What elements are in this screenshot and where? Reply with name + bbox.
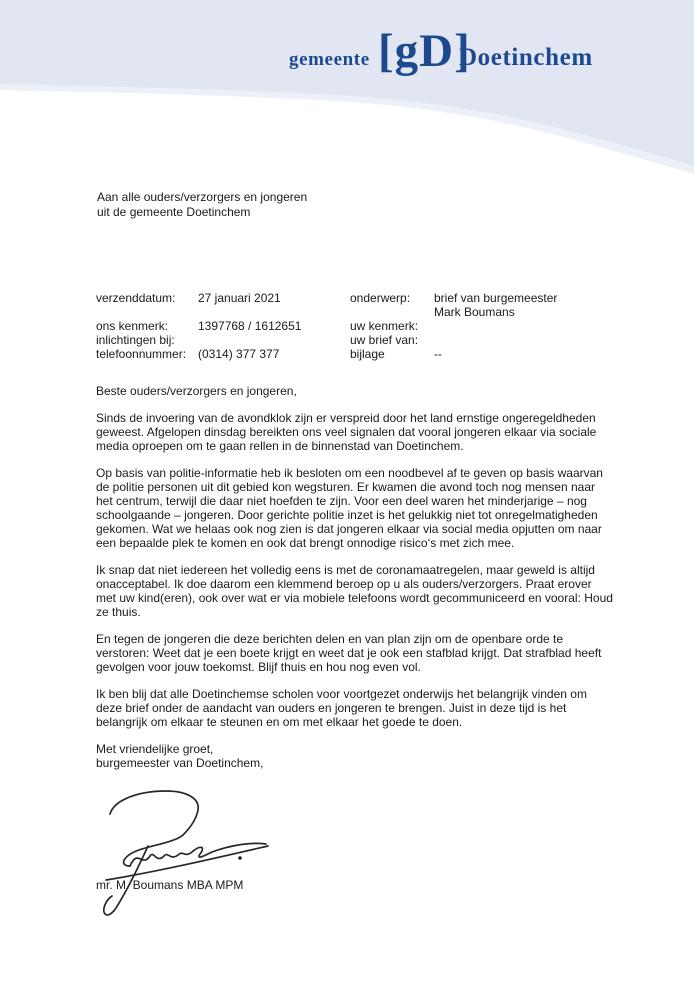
signature-ink-dot [238,856,241,859]
meta-cell-empty [198,333,350,347]
meta-value-bijlage: -- [434,347,442,361]
meta-label-ons-kenmerk: ons kenmerk: [96,319,169,333]
meta-value-verzenddatum: 27 januari 2021 [198,291,281,305]
paragraph-4: En tegen de jongeren die deze berichten delen en van plan zijn om de openbare orde te verstoren: Weet dat je een boete krijgt en weet dat je ook een stafblad krijgt. Dat strafblad heeft gevolgen voor jouw toekomst. Blijf thuis en hou nog even vol. [96,632,602,674]
handwritten-signature [86,788,366,923]
meta-label-verzenddatum: verzenddatum: [96,291,176,305]
meta-cell-empty [96,305,198,319]
meta-block [96,291,636,361]
meta-label-bijlage: bijlage [350,347,385,361]
recipient-line: uit de gemeente Doetinchem [97,205,251,219]
meta-value-telefoonnummer: (0314) 377 377 [198,347,280,361]
closing-block [96,742,613,770]
meta-label-telefoonnummer: telefoonnummer: [96,347,187,361]
salutation: Beste ouders/verzorgers en jongeren, [96,384,297,398]
paragraph-3: Ik snap dat niet iedereen het volledig eens is met de coronamaatregelen, maar geweld is altijd onacceptabel. Ik doe daarom een klemmend beroep op u als ouders/verzorgers. Praat erover met uw kind(eren), ook over wat er via mobiele telefoons wordt gecommuniceerd en vooral: Houd ze thuis. [96,563,613,619]
paragraph-2: Op basis van politie-informatie heb ik besloten om een noodbevel af te geven op basis waarvan de politie personen uit dit gebied kon wegsturen. Er kwamen die avond toch nog mensen naar het centrum, terwijl die daar niet hoefden te zijn. Voor een deel waren het minderjarige – nog schoolgaande – jongeren. Door gerichte politie inzet is het gelukkig niet tot onregelmatigheden gekomen. Wat we helaas ook nog zien is dat jongeren elkaar via social media opjutten om naar een bepaalde plek te komen en ook dat brengt onnodige risico‘s met zich mee. [96,466,603,550]
meta-value-onderwerp: brief van burgemeester [434,291,558,305]
municipality-logo [0,0,694,110]
meta-label-uw-brief: uw brief van: [350,333,419,347]
logo-text-gemeente: gemeente [289,49,370,70]
meta-value-ons-kenmerk: 1397768 / 1612651 [198,319,302,333]
closing-line: Met vriendelijke groet, [96,742,214,756]
meta-cell-empty [434,333,636,347]
logo-text-doetinchem: Doetinchem [459,44,593,71]
meta-label-onderwerp: onderwerp: [350,291,411,305]
meta-cell-empty [434,319,636,333]
meta-cell-empty [198,305,350,319]
recipient-block [97,190,307,220]
meta-label-uw-kenmerk: uw kenmerk: [350,319,419,333]
meta-cell-empty [350,305,434,319]
paragraph-1: Sinds de invoering van de avondklok zijn er verspreid door het land ernstige ongeregeldheden geweest. Afgelopen dinsdag bereikten ons veel signalen dat vooral jongeren elkaar via sociale media oproepen om te gaan rellen in de binnenstad van Doetinchem. [96,411,597,453]
meta-label-inlichtingen: inlichtingen bij: [96,333,175,347]
paragraph-5: Ik ben blij dat alle Doetinchemse scholen voor voortgezet onderwijs het belangrijk vinden om deze brief onder de aandacht van ouders en jongeren te brengen. Juist in deze tijd is het belangrijk om elkaar te steunen en om met elkaar het goede te doen. [96,687,587,729]
signatory-name: mr. M. Boumans MBA MPM [96,878,244,892]
logo-gd-mark: [gD] [378,25,471,77]
closing-line: burgemeester van Doetinchem, [96,756,264,770]
meta-value-onderwerp-line2: Mark Boumans [434,305,515,319]
letter-body [96,384,613,770]
recipient-line: Aan alle ouders/verzorgers en jongeren [97,190,308,204]
